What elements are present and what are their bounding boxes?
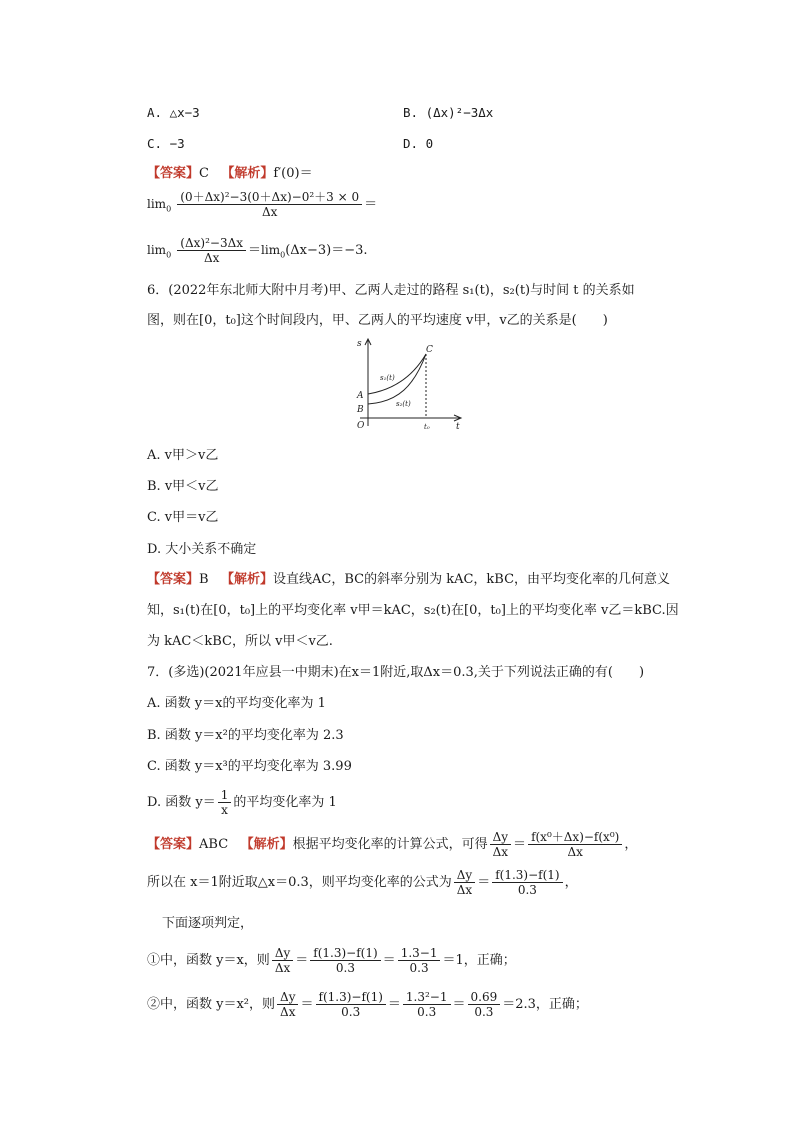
fraction xyxy=(468,990,501,1019)
fraction xyxy=(490,830,511,859)
q6-analysis-line-1: 设直线AC，BC的斜率分别为 kAC，kBC，由平均变化率的几何意义 xyxy=(273,572,671,587)
q6-option-d: D. 大小关系不确定 xyxy=(147,542,257,557)
fraction-numerator: (Δx)²−3Δx xyxy=(180,236,244,250)
fraction-denominator: Δx xyxy=(454,882,475,897)
fraction xyxy=(177,236,246,265)
fraction xyxy=(403,990,451,1019)
fraction-denominator: Δx xyxy=(277,1004,298,1019)
answer-tag: 【答案】 xyxy=(147,837,200,852)
fraction xyxy=(310,946,380,975)
origin-label: O xyxy=(357,421,365,431)
q7-item-2: ②中，函数 y＝x²，则 $\frac{\Delta y}{\Delta x}$ ＝ $\frac{f(1.3)-f(1)}{0.3}$ ＝ $\frac{\text{1.3²−1}}{0.3}$ ＝ $\frac{0.69}{0.3}$ ＝2.3，正确； xyxy=(147,990,588,1019)
fraction-numerator: f(1.3)−f(1) xyxy=(318,990,383,1004)
fraction-denominator: x xyxy=(218,802,232,817)
fraction-numerator: Δy xyxy=(280,990,296,1004)
q6-option-a: A. v甲＞v乙 xyxy=(147,448,219,463)
q5-limit-2: $\lim_0$ $\frac{\text{(Δx)²−3Δx}}{\Delta x}$ $=\lim_0(\Delta x-3)=-3$. xyxy=(147,236,368,265)
q5-limit-1: $\lim_0$ $\frac{\text{(0＋Δx)²−3(0＋Δx)−0²＋3 × 0}}{\Delta x}$ ＝ xyxy=(147,190,378,219)
fraction xyxy=(316,990,386,1019)
q5-analysis-head: f′(0)＝ xyxy=(273,166,313,181)
point-a-label: A xyxy=(357,391,364,401)
answer-tag: 【答案】 xyxy=(147,166,200,181)
point-c-label: C xyxy=(426,345,433,355)
q7-option-d-prefix: D. 函数 y＝ xyxy=(147,795,216,810)
q7-answer-line: 【答案】ABC 【解析】根据平均变化率的计算公式，可得 $\frac{\Delta y}{\Delta x}$ ＝ $\frac{\text{f(x⁰＋Δx)−f(x⁰)}}{\Delta x}$ ， xyxy=(147,830,638,859)
fraction-denominator: 0.3 xyxy=(403,1004,451,1019)
analysis-tag: 【解析】 xyxy=(240,837,293,852)
q7-analysis-text: 根据平均变化率的计算公式，可得 xyxy=(292,837,488,852)
q7-stem: 7．(多选)(2021年应县一中期末)在x＝1附近,取Δx＝0.3,关于下列说法正确的有( ) xyxy=(147,665,645,680)
q7-formula-line: 所以在 x＝1附近取△x＝0.3，则平均变化率的公式为 $\frac{\Delta y}{\Delta x}$ ＝ $\frac{f(1.3)-f(1)}{0.3}$ ， xyxy=(147,868,578,897)
fraction-denominator: 0.3 xyxy=(398,960,441,975)
q5-option-d: D. 0 xyxy=(403,136,434,151)
fraction-numerator: Δy xyxy=(456,868,473,882)
curve-s2 xyxy=(368,354,426,404)
fraction-denominator: Δx xyxy=(272,960,293,975)
q5-option-b: B. (Δx)²−3Δx xyxy=(403,105,494,120)
curve-s2-label: s₂(t) xyxy=(396,400,411,408)
q6-analysis-line-3: 为 kAC＜kBC，所以 v甲＜v乙. xyxy=(147,634,333,649)
fraction xyxy=(218,788,232,817)
q6-option-b: B. v甲＜v乙 xyxy=(147,479,219,494)
point-b-label: B xyxy=(357,405,364,415)
fraction-numerator: 0.69 xyxy=(470,990,498,1004)
fraction-denominator: Δx xyxy=(177,204,362,219)
fraction-denominator: Δx xyxy=(177,250,246,265)
fraction-denominator: 0.3 xyxy=(310,960,380,975)
q5-answer: C xyxy=(199,166,209,181)
q7-item1-tail: ＝1，正确； xyxy=(442,953,516,968)
q7-line2-text: 所以在 x＝1附近取△x＝0.3，则平均变化率的公式为 xyxy=(147,875,452,890)
q6-stem-line-1: 6．(2022年东北师大附中月考)甲、乙两人走过的路程 s₁(t)，s₂(t)与时间 t 的关系如 xyxy=(147,283,635,298)
q7-option-d xyxy=(147,788,337,818)
fraction xyxy=(277,990,298,1019)
fraction xyxy=(177,190,362,219)
q7-item2-prefix: ②中，函数 y＝x²，则 xyxy=(147,997,276,1012)
fraction-numerator: f(1.3)−f(1) xyxy=(313,946,378,960)
q5-answer-line xyxy=(147,166,313,182)
q5-option-c: C. −3 xyxy=(147,136,185,151)
fraction xyxy=(528,830,622,859)
fraction-numerator: 1.3²−1 xyxy=(405,990,448,1004)
q7-option-b: B. 函数 y＝x²的平均变化率为 2.3 xyxy=(147,728,344,743)
lim-symbol: $\lim_0$ xyxy=(147,243,172,260)
fraction-denominator: 0.3 xyxy=(492,882,562,897)
fraction xyxy=(272,946,293,975)
q7-answer: ABC xyxy=(199,837,229,852)
fraction-numerator: f(x⁰＋Δx)−f(x⁰) xyxy=(531,830,620,844)
answer-tag: 【答案】 xyxy=(147,572,200,587)
fraction xyxy=(398,946,441,975)
fraction-numerator: 1 xyxy=(220,788,229,802)
fraction-denominator: 0.3 xyxy=(316,1004,386,1019)
fraction-numerator: Δy xyxy=(492,830,509,844)
q7-item2-tail: ＝2.3，正确； xyxy=(502,997,588,1012)
t0-label: t₀ xyxy=(424,423,430,431)
fraction xyxy=(454,868,475,897)
q7-option-d-suffix: 的平均变化率为 1 xyxy=(233,795,337,810)
q6-stem-line-2: 图，则在[0，t₀]这个时间段内，甲、乙两人的平均速度 v甲，v乙的关系是( ) xyxy=(147,313,608,328)
q7-option-c: C. 函数 y＝x³的平均变化率为 3.99 xyxy=(147,759,352,774)
fraction-numerator: (0＋Δx)²−3(0＋Δx)−0²＋3 × 0 xyxy=(180,190,360,204)
q6-answer-line xyxy=(147,572,670,588)
analysis-tag: 【解析】 xyxy=(221,166,274,181)
analysis-tag: 【解析】 xyxy=(220,572,273,587)
fraction-numerator: f(1.3)−f(1) xyxy=(495,868,560,882)
fraction-denominator: 0.3 xyxy=(468,1004,501,1019)
q7-item1-prefix: ①中，函数 y＝x，则 xyxy=(147,953,270,968)
q6-answer: B xyxy=(199,572,209,587)
curve-s1-label: s₁(t) xyxy=(380,374,395,382)
axis-t-label: t xyxy=(456,422,460,432)
fraction-denominator: Δx xyxy=(490,844,511,859)
fraction-numerator: 1.3−1 xyxy=(400,946,438,960)
fraction-numerator: Δy xyxy=(274,946,291,960)
q5-limit-tail: (Δx−3)＝−3. xyxy=(285,243,368,258)
q5-option-a: A. △x−3 xyxy=(147,105,200,120)
q7-line3: 下面逐项判定， xyxy=(162,916,254,931)
q7-item-1: ①中，函数 y＝x，则 $\frac{\Delta y}{\Delta x}$ ＝ $\frac{f(1.3)-f(1)}{0.3}$ ＝ $\frac{1.3-1}{0.3}$ ＝1，正确； xyxy=(147,946,516,975)
q6-option-c: C. v甲＝v乙 xyxy=(147,510,219,525)
q6-distance-time-figure xyxy=(352,336,468,434)
curve-s1 xyxy=(368,354,426,394)
lim-symbol: $\lim_0$ xyxy=(261,243,286,260)
fraction-denominator: Δx xyxy=(528,844,622,859)
lim-symbol: $\lim_0$ xyxy=(147,197,172,214)
q7-option-a: A. 函数 y＝x的平均变化率为 1 xyxy=(147,696,326,711)
fraction xyxy=(492,868,562,897)
axis-s-label: s xyxy=(357,339,362,349)
q6-analysis-line-2: 知，s₁(t)在[0，t₀]上的平均变化率 v甲＝kAC，s₂(t)在[0，t₀]上的平均变化率 v乙＝kBC.因 xyxy=(147,603,679,618)
